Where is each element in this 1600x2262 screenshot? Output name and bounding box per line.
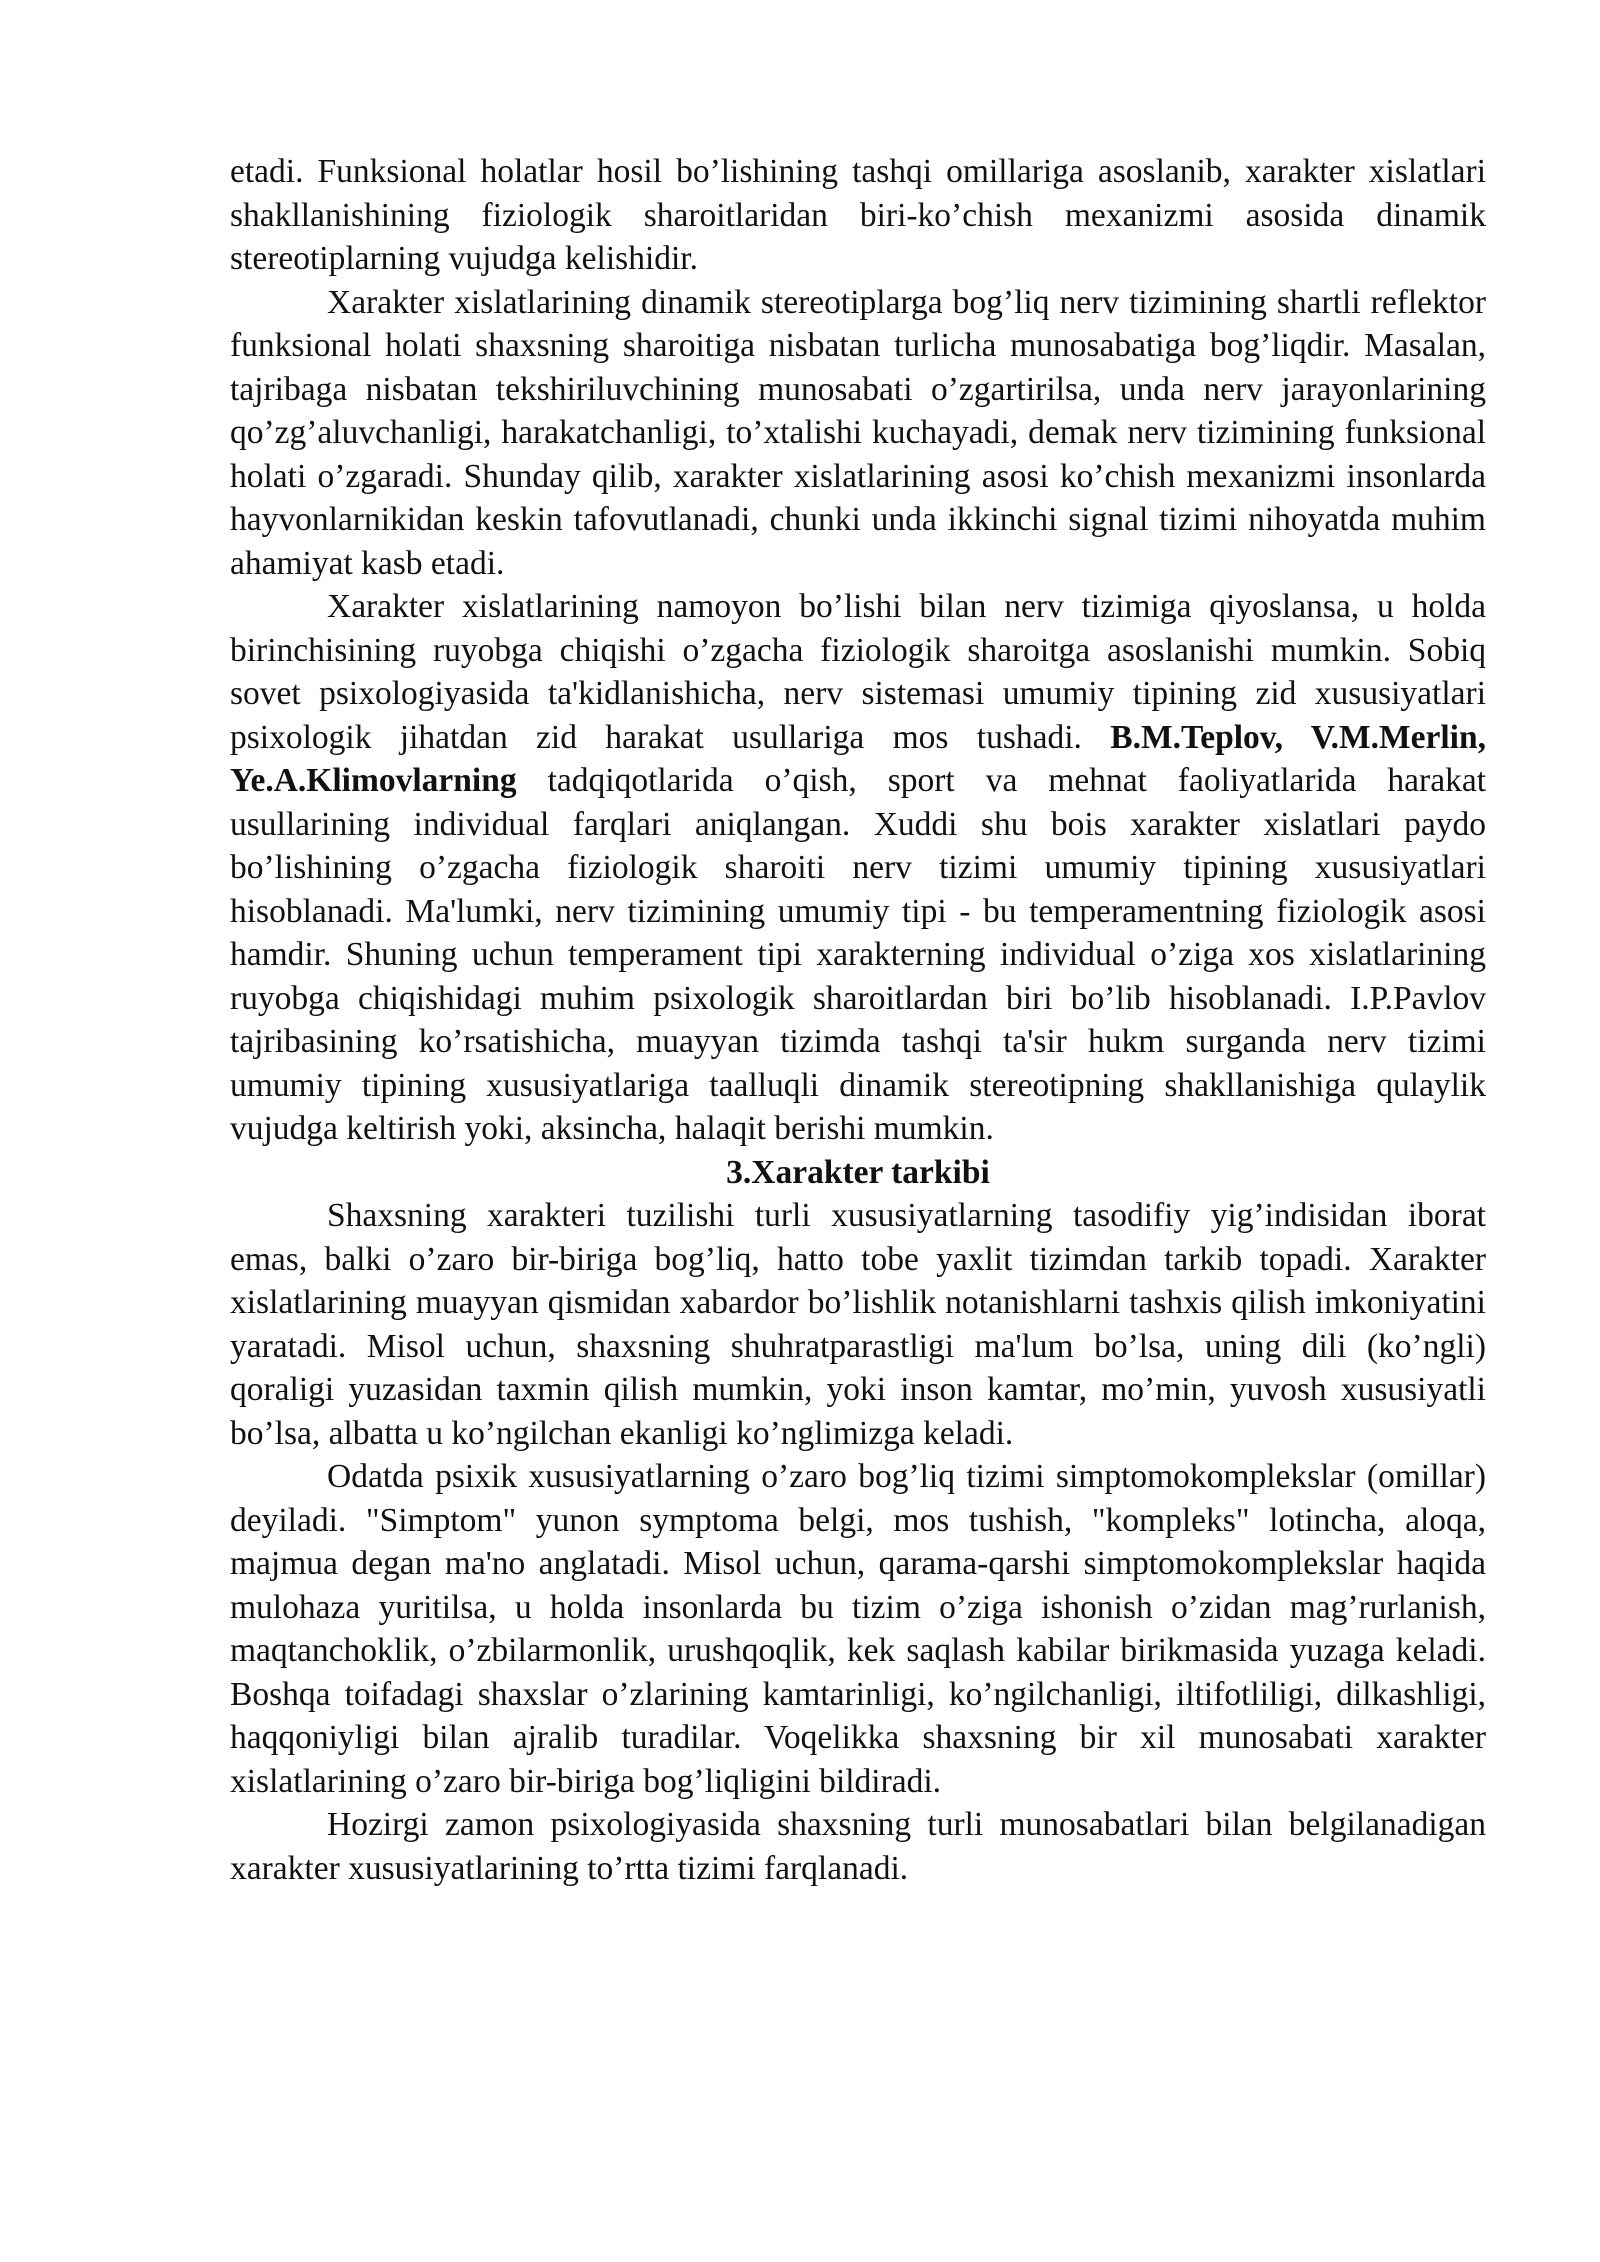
paragraph-continuation: etadi. Funksional holatlar hosil bo’lishining tashqi omillariga asoslanib, xarakter xislatlari shakllanishining fiziologik sharoitlaridan biri-ko’chish mexanizmi asosida dinamik stereotiplarning vujudga kelishidir.: [230, 153, 1486, 277]
paragraph-text: tadqiqotlarida o’qish, sport va mehnat faoliyatlarida harakat usullarining individual farqlari aniqlangan. Xuddi shu bois xarakter xislatlari paydo bo’lishining o’zgacha fiziologik sharoiti nerv tizimi umumiy tipining xususiyatlari hisoblanadi. Ma'lumki, nerv tizimining umumiy tipi - bu temperamentning fiziologik asosi hamdir. Shuning uchun temperament tipi xarakterning individual o’ziga xos xislatlarining ruyobga chiqishidagi muhim psixologik sharoitlardan biri bo’lib hisoblanadi. I.P.Pavlov tajribasining ko’rsatishicha, muayyan tizimda tashqi ta'sir hukm surganda nerv tizimi umumiy tipining xususiyatlariga taalluqli dinamik stereotipning shakllanishiga qulaylik vujudga keltirish yoki, aksincha, halaqit berishi mumkin.: [230, 762, 1487, 1147]
paragraph-structure: Shaxsning xarakteri tuzilishi turli xususiyatlarning tasodifiy yig’indisidan iborat emas, balki o’zaro bir-biriga bog’liq, hatto tobe yaxlit tizimdan tarkib topadi. Xarakter xislatlarining muayyan qismidan xabardor bo’lishlik notanishlarni tashxis qilish imkoniyatini yaratadi. Misol uchun, shaxsning shuhratparastligi ma'lum bo’lsa, uning dili (ko’ngli) qoraligi yuzasidan taxmin qilish mumkin, yoki inson kamtar, mo’min, yuvosh xususiyatli bo’lsa, albatta u ko’ngilchan ekanligi ko’nglimizga keladi.: [230, 1197, 1486, 1452]
paragraph-symptom-complexes: Odatda psixik xususiyatlarning o’zaro bog’liq tizimi simptomokomplekslar (omillar) deyiladi. "Simptom" yunon symptoma belgi, mos tushish, "kompleks" lotincha, aloqa, majmua degan ma'no anglatadi. Misol uchun, qarama-qarshi simptomokomplekslar haqida mulohaza yuritilsa, u holda insonlarda bu tizim o’ziga ishonish o’zidan mag’rurlanish, maqtanchoklik, o’zbilarmonlik, urushqoqlik, kek saqlash kabilar birikmasida yuzaga keladi. Boshqa toifadagi shaxslar o’zlarining kamtarinligi, ko’ngilchanligi, iltifotliligi, dilkashligi, haqqoniyligi bilan ajralib turadilar. Voqelikka shaxsning bir xil munosabati xarakter xislatlarining o’zaro bir-biriga bog’liqligini bildiradi.: [230, 1458, 1486, 1800]
paragraph-modern-psychology: Hozirgi zamon psixologiyasida shaxsning turli munosabatlari bilan belgilanadigan xarakter xususiyatlarining to’rtta tizimi farqlanadi.: [230, 1806, 1486, 1887]
paragraph-text: Xarakter xislatlarining namoyon bo’lishi bilan nerv tizimiga qiyoslansa, u holda birinchisining ruyobga chiqishi o’zgacha fiziologik sharoitga asoslanishi mumkin. Sobiq sovet psixologiyasida ta'kidlanishicha, nerv sistemasi umumiy tipining zid xususiyatlari psixologik jihatdan zid harakat usullariga mos tushadi.: [230, 588, 1486, 756]
paragraph-reflex-state: Xarakter xislatlarining dinamik stereotiplarga bog’liq nerv tizimining shartli reflektor funksional holati shaxsning sharoitiga nisbatan turlicha munosabatiga bog’liqdir. Masalan, tajribaga nisbatan tekshiriluvchining munosabati o’zgartirilsa, unda nerv jarayonlarining qo’zg’aluvchanligi, harakatchanligi, to’xtalishi kuchayadi, demak nerv tizimining funksional holati o’zgaradi. Shunday qilib, xarakter xislatlarining asosi ko’chish mexanizmi insonlarda hayvonlarnikidan keskin tafovutlanadi, chunki unda ikkinchi signal tizimi nihoyatda muhim ahamiyat kasb etadi.: [230, 283, 1486, 582]
document-page: [230, 150, 1486, 1890]
section-heading: 3.Xarakter tarkibi: [726, 1153, 990, 1191]
paragraph-nerve-type: [230, 585, 1486, 1151]
author-names: B.M.Teplov, V.M.Merlin, Ye.A.Klimovlarning: [230, 718, 1486, 799]
